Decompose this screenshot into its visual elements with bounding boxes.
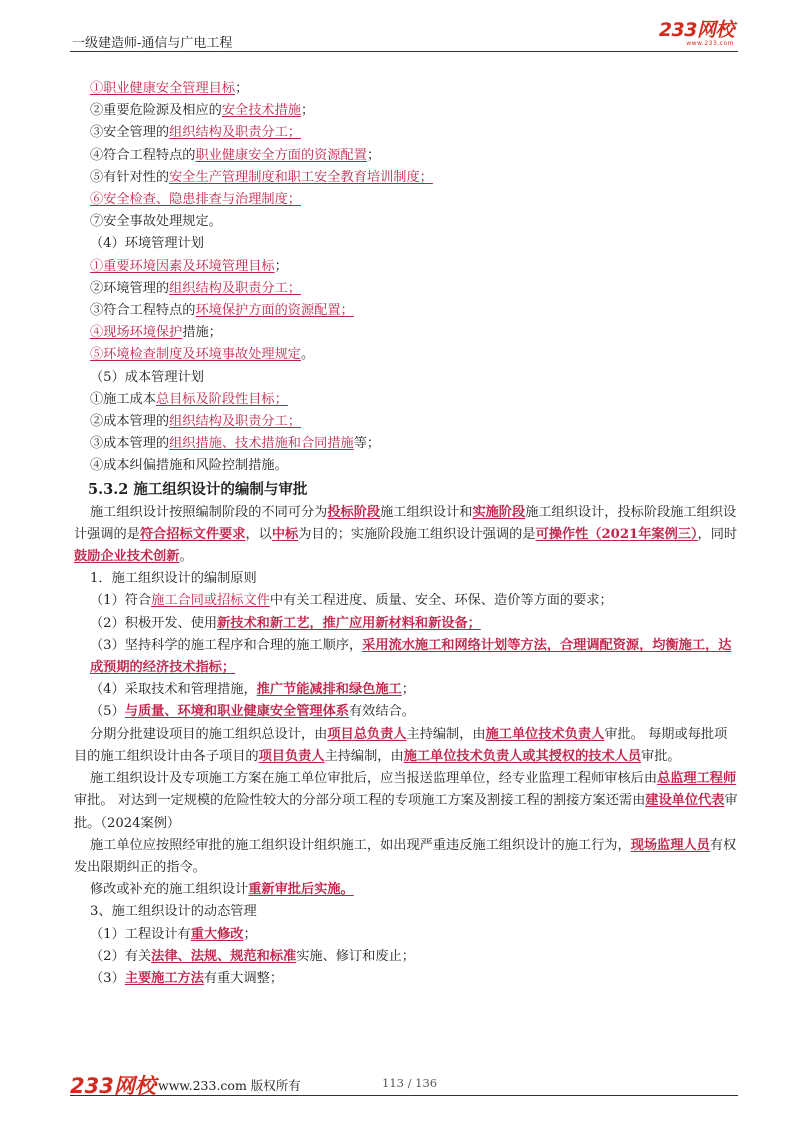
text-segment: ； [274, 258, 288, 274]
text-segment: （5） [90, 704, 125, 720]
highlighted-text: 组织措施、技术措施和合同措施 [169, 436, 354, 452]
text-segment: 施工单位应按照经审批的施工组织设计组织施工，如出现严重违反施工组织设计的施工行为， [90, 837, 631, 853]
text-segment: 等； [353, 436, 381, 452]
text-segment: 审批。 对达到一定规模的危险性较大的分部分项工程的专项施工方案及割接工程的割接方案还需由 [74, 793, 646, 809]
paras-line [90, 635, 738, 679]
paras-line [90, 901, 738, 923]
highlighted-text: 重新审批后实施。 [248, 882, 354, 898]
text-segment: ⑦安全事故处理规定。 [90, 214, 222, 230]
brand-logo [659, 20, 734, 47]
text-segment: ，以 [245, 526, 272, 542]
text-segment: 审批。（2024案例） [74, 793, 738, 831]
highlighted-text: 实施阶段 [472, 504, 526, 520]
lines-line [90, 389, 738, 411]
section-heading: 5.3.2 施工组织设计的编制与审批 [88, 480, 308, 498]
text-segment: 为目的；实施阶段施工组织设计强调的是 [298, 526, 536, 542]
highlighted-text: 现场监理人员 [630, 837, 710, 853]
highlighted-text: 中标 [271, 526, 299, 542]
lines-line [90, 278, 738, 300]
highlighted-text: 安全生产管理制度和职工安全教育培训制度； [169, 169, 433, 185]
highlighted-text: 施工单位技术负责人或其授权的技术人员 [403, 748, 642, 764]
text-segment: （3）坚持科学的施工程序和合理的施工顺序， [90, 637, 363, 653]
page-number: 113 / 136 [382, 1076, 438, 1090]
text-segment: 1．施工组织设计的编制原则 [90, 571, 257, 587]
lines-line [90, 367, 738, 389]
paras-line [74, 724, 738, 768]
lines-line [90, 233, 738, 255]
highlighted-text: 采用流水施工和网络计划等方法，合理调配资源，均衡施工，达成预期的经济技术指标； [90, 637, 732, 676]
paras-line [90, 568, 738, 590]
highlighted-text: 重大修改 [190, 926, 244, 942]
paras-line [90, 946, 738, 968]
text-segment: ④符合工程特点的 [90, 147, 196, 163]
text-segment: 。 [179, 549, 193, 565]
paras-line [90, 590, 738, 612]
lines-line [90, 411, 738, 433]
paras-line [90, 968, 738, 990]
text-segment: ②环境管理的 [90, 280, 170, 296]
text-segment: ③符合工程特点的 [90, 303, 196, 319]
paras-line [74, 502, 738, 569]
text-segment: （5）成本管理计划 [90, 369, 204, 385]
text-segment: 有重大调整； [203, 970, 284, 986]
text-segment: 主持编制，由 [406, 726, 486, 742]
list-section [90, 78, 738, 478]
highlighted-text: 新技术和新工艺，推广应用新材料和新设备； [217, 615, 481, 631]
lines-line [90, 211, 738, 233]
highlighted-text: 施工合同或招标文件 [151, 593, 270, 609]
text-segment: 。 [301, 347, 315, 363]
highlighted-text: 建设单位代表 [645, 793, 725, 809]
document-body [74, 78, 738, 990]
lines-line [90, 78, 738, 100]
text-segment: 主持编制，由 [324, 748, 404, 764]
paras-line [90, 679, 738, 701]
text-segment: （3） [90, 970, 125, 986]
highlighted-text: ④现场环境保护 [90, 325, 183, 341]
highlighted-text: 鼓励企业技术创新 [74, 549, 180, 565]
text-segment: （4）采取技术和管理措施， [90, 682, 257, 698]
text-segment: ，同时 [697, 526, 738, 542]
text-segment: 施工组织设计及专项施工方案在施工单位审批后，应当报送监理单位，经专业监理工程师审核后由 [90, 771, 658, 787]
text-segment: 有效结合。 [348, 704, 415, 720]
lines-line [90, 100, 738, 122]
lines-line [90, 122, 738, 144]
header-title: 一级建造师-通信与广电工程 [72, 36, 233, 51]
highlighted-text: 项目负责人 [258, 748, 325, 764]
paras-line [74, 835, 738, 879]
highlighted-text: 总监理工程师 [657, 771, 737, 787]
text-segment: 施工组织设计按照编制阶段的不同可分为 [90, 504, 328, 520]
lines-line [90, 344, 738, 366]
text-segment: ②重要危险源及相应的 [90, 103, 222, 119]
text-segment: 分期分批建设项目的施工组织总设计，由 [90, 726, 328, 742]
paras-line [74, 768, 738, 835]
text-segment: ②成本管理的 [90, 414, 170, 430]
lines-line [90, 322, 738, 344]
highlighted-text: ①职业健康安全管理目标 [90, 81, 236, 96]
highlighted-text: 项目总负责人 [327, 726, 407, 742]
text-segment: 审批。 每期或每批项目的施工组织设计由各子项目的 [74, 726, 728, 764]
lines-line [90, 145, 738, 167]
paras-line [90, 879, 738, 901]
highlighted-text: 施工单位技术负责人 [485, 726, 605, 742]
highlighted-text: 环境保护方面的资源配置； [195, 303, 354, 319]
text-segment: 施工组织设计和 [380, 504, 473, 520]
text-segment: 施工组织设计，投标阶段施工组织设计强调的是 [74, 504, 737, 542]
highlighted-text: 组织结构及职责分工； [169, 125, 301, 141]
highlighted-text: ⑥安全检查、隐患排查与治理制度； [90, 192, 301, 208]
highlighted-text: 法律、法规、规范和标准 [151, 948, 297, 964]
page-footer [70, 1074, 738, 1125]
text-segment: 3、施工组织设计的动态管理 [90, 904, 257, 920]
text-segment: ； [301, 103, 315, 119]
text-segment: （2）积极开发、使用 [90, 615, 218, 631]
text-segment: 中有关工程进度、质量、安全、环保、造价等方面的要求； [269, 593, 613, 609]
highlighted-text: 安全技术措施 [221, 103, 301, 119]
text-segment: （1）符合 [90, 593, 152, 609]
paras-line [90, 613, 738, 635]
paras-line [90, 701, 738, 723]
highlighted-text: 总目标及阶段性目标； [155, 391, 288, 407]
highlighted-text: ⑤环境检查制度及环境事故处理规定 [90, 347, 301, 363]
text-segment: ③安全管理的 [90, 125, 170, 141]
logo-text: 233网校 [658, 19, 734, 41]
logo-url: www.233.com [686, 40, 734, 47]
highlighted-text: 投标阶段 [327, 504, 381, 520]
lines-line [90, 167, 738, 189]
highlighted-text: 组织结构及职责分工； [169, 280, 301, 296]
footer-copyright: www.233.com 版权所有 [158, 1078, 301, 1093]
highlighted-text: 可操作性（2021年案例三） [535, 526, 698, 542]
lines-line [90, 256, 738, 278]
text-segment: 修改或补充的施工组织设计 [90, 882, 249, 898]
text-segment: ； [235, 81, 249, 96]
text-segment: ； [401, 682, 415, 698]
text-segment: （4）环境管理计划 [90, 236, 204, 252]
paras-line [90, 924, 738, 946]
lines-line [90, 433, 738, 455]
highlighted-text: 组织结构及职责分工； [169, 414, 301, 430]
text-segment: ； [366, 147, 381, 163]
text-segment: ③成本管理的 [90, 436, 170, 452]
highlighted-text: 推广节能减排和绿色施工 [256, 682, 402, 698]
text-segment: 措施； [182, 325, 222, 341]
lines-line [90, 189, 738, 211]
highlighted-text: 与质量、环境和职业健康安全管理体系 [124, 704, 349, 720]
highlighted-text: 职业健康安全方面的资源配置 [195, 147, 367, 163]
text-segment: 有权发出限期纠正的指令。 [74, 837, 737, 875]
text-segment: 审批。 [641, 748, 681, 764]
text-segment: （1）工程设计有 [90, 926, 191, 942]
paragraph-section [74, 502, 738, 990]
text-segment: ①施工成本 [90, 391, 156, 407]
highlighted-text: 符合招标文件要求 [139, 526, 246, 542]
text-segment: （2）有关 [90, 948, 152, 964]
text-segment: 实施、修订和废止； [296, 948, 415, 964]
highlighted-text: 主要施工方法 [124, 970, 204, 986]
text-segment: ； [243, 926, 257, 942]
text-segment: ④成本纠偏措施和风险控制措施。 [90, 458, 288, 474]
text-segment: ⑤有针对性的 [90, 169, 170, 185]
lines-line [90, 455, 738, 477]
lines-line [90, 300, 738, 322]
page-header [70, 18, 738, 52]
highlighted-text: ①重要环境因素及环境管理目标 [90, 258, 275, 274]
footer-logo: 233网校 [70, 1074, 156, 1098]
